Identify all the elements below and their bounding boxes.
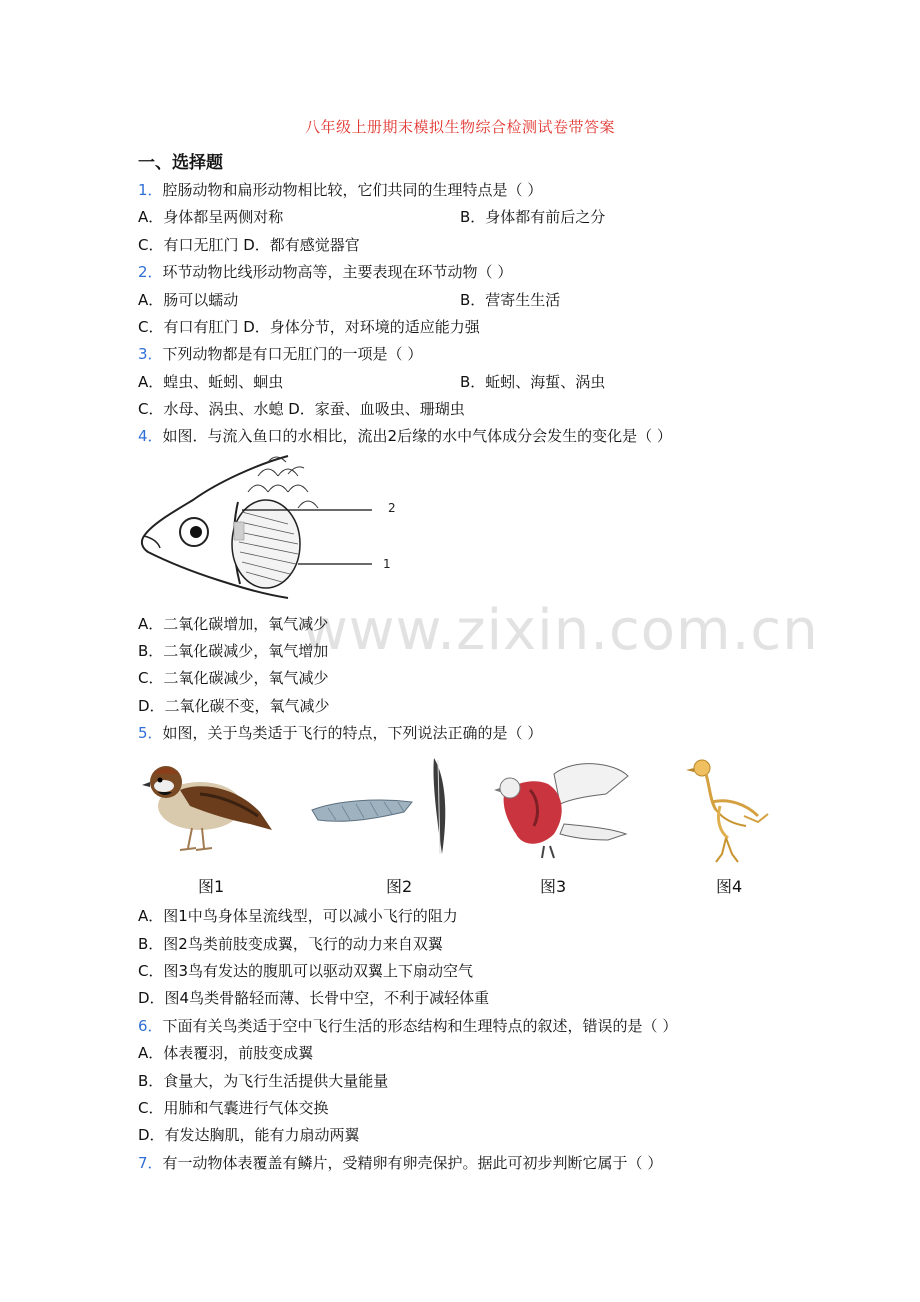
question-1 <box>138 180 542 200</box>
question-number: 1． <box>138 181 163 199</box>
question-number: 2． <box>138 263 163 281</box>
question-text: 下面有关鸟类适于空中飞行生活的形态结构和生理特点的叙述，错误的是（ ） <box>162 1017 678 1035</box>
option-a: A．二氧化碳增加，氧气减少 <box>138 615 329 633</box>
option-c: C．用肺和气囊进行气体交换 <box>138 1099 329 1117</box>
caption-fig4: 图4 <box>716 877 743 896</box>
label-2: 2 <box>388 501 396 515</box>
question-6 <box>138 1016 677 1036</box>
fish-head-figure <box>138 452 408 610</box>
option-cd: C．水母、涡虫、水螅 D．家蚕、血吸虫、珊瑚虫 <box>138 400 465 418</box>
watermark: www.zixin.com.cn <box>302 598 819 663</box>
option-b: B．食量大，为飞行生活提供大量能量 <box>138 1072 389 1090</box>
label-1: 1 <box>383 557 391 571</box>
page-title: 八年级上册期末模拟生物综合检测试卷带答案 <box>304 118 615 136</box>
question-7 <box>138 1153 662 1173</box>
question-text: 下列动物都是有口无肛门的一项是（ ） <box>162 345 423 363</box>
question-number: 7． <box>138 1154 163 1172</box>
caption-fig3: 图3 <box>540 877 567 896</box>
question-number: 6． <box>138 1017 163 1035</box>
option-c: C．图3鸟有发达的腹肌可以驱动双翼上下扇动空气 <box>138 962 474 980</box>
question-2 <box>138 262 512 282</box>
option-a: A．身体都呈两侧对称 <box>138 208 284 226</box>
question-text: 如图，关于鸟类适于飞行的特点，下列说法正确的是（ ） <box>162 724 543 742</box>
option-a: A．肠可以蠕动 <box>138 291 239 309</box>
bird-skeleton-figure <box>676 754 776 866</box>
option-c: C．二氧化碳减少，氧气减少 <box>138 669 329 687</box>
option-d: D．图4鸟类骨骼轻而薄、长骨中空，不利于减轻体重 <box>138 989 490 1007</box>
option-b: B．图2鸟类前肢变成翼，飞行的动力来自双翼 <box>138 935 443 953</box>
question-text: 腔肠动物和扁形动物相比较，它们共同的生理特点是（ ） <box>162 181 543 199</box>
caption-fig2: 图2 <box>386 877 413 896</box>
question-text: 环节动物比线形动物高等，主要表现在环节动物（ ） <box>162 263 513 281</box>
sparrow-figure <box>140 754 280 858</box>
option-a: A．图1中鸟身体呈流线型，可以减小飞行的阻力 <box>138 907 458 925</box>
section-heading: 一、选择题 <box>138 153 223 173</box>
option-a: A．蝗虫、蚯蚓、蛔虫 <box>138 373 284 391</box>
option-b: B．蚯蚓、海蜇、涡虫 <box>460 373 606 391</box>
question-text: 如图．与流入鱼口的水相比，流出2后缘的水中气体成分会发生的变化是（ ） <box>162 427 672 445</box>
option-b: B．二氧化碳减少，氧气增加 <box>138 642 329 660</box>
question-number: 3． <box>138 345 163 363</box>
caption-fig1: 图1 <box>198 877 225 896</box>
question-text: 有一动物体表覆盖有鳞片，受精卵有卵壳保护。据此可初步判断它属于（ ） <box>162 1154 663 1172</box>
option-d: D．有发达胸肌，能有力扇动两翼 <box>138 1126 360 1144</box>
option-a: A．体表覆羽，前肢变成翼 <box>138 1044 314 1062</box>
question-number: 5． <box>138 724 163 742</box>
question-4 <box>138 426 672 446</box>
question-number: 4． <box>138 427 163 445</box>
wing-figure <box>308 754 458 858</box>
bird-anatomy-figure <box>494 754 634 864</box>
option-b: B．营寄生生活 <box>460 291 561 309</box>
question-5 <box>138 723 542 743</box>
option-cd: C．有口有肛门 D．身体分节，对环境的适应能力强 <box>138 318 480 336</box>
question-3 <box>138 344 422 364</box>
option-d: D．二氧化碳不变，氧气减少 <box>138 697 330 715</box>
option-cd: C．有口无肛门 D．都有感觉器官 <box>138 236 360 254</box>
option-b: B．身体都有前后之分 <box>460 208 606 226</box>
